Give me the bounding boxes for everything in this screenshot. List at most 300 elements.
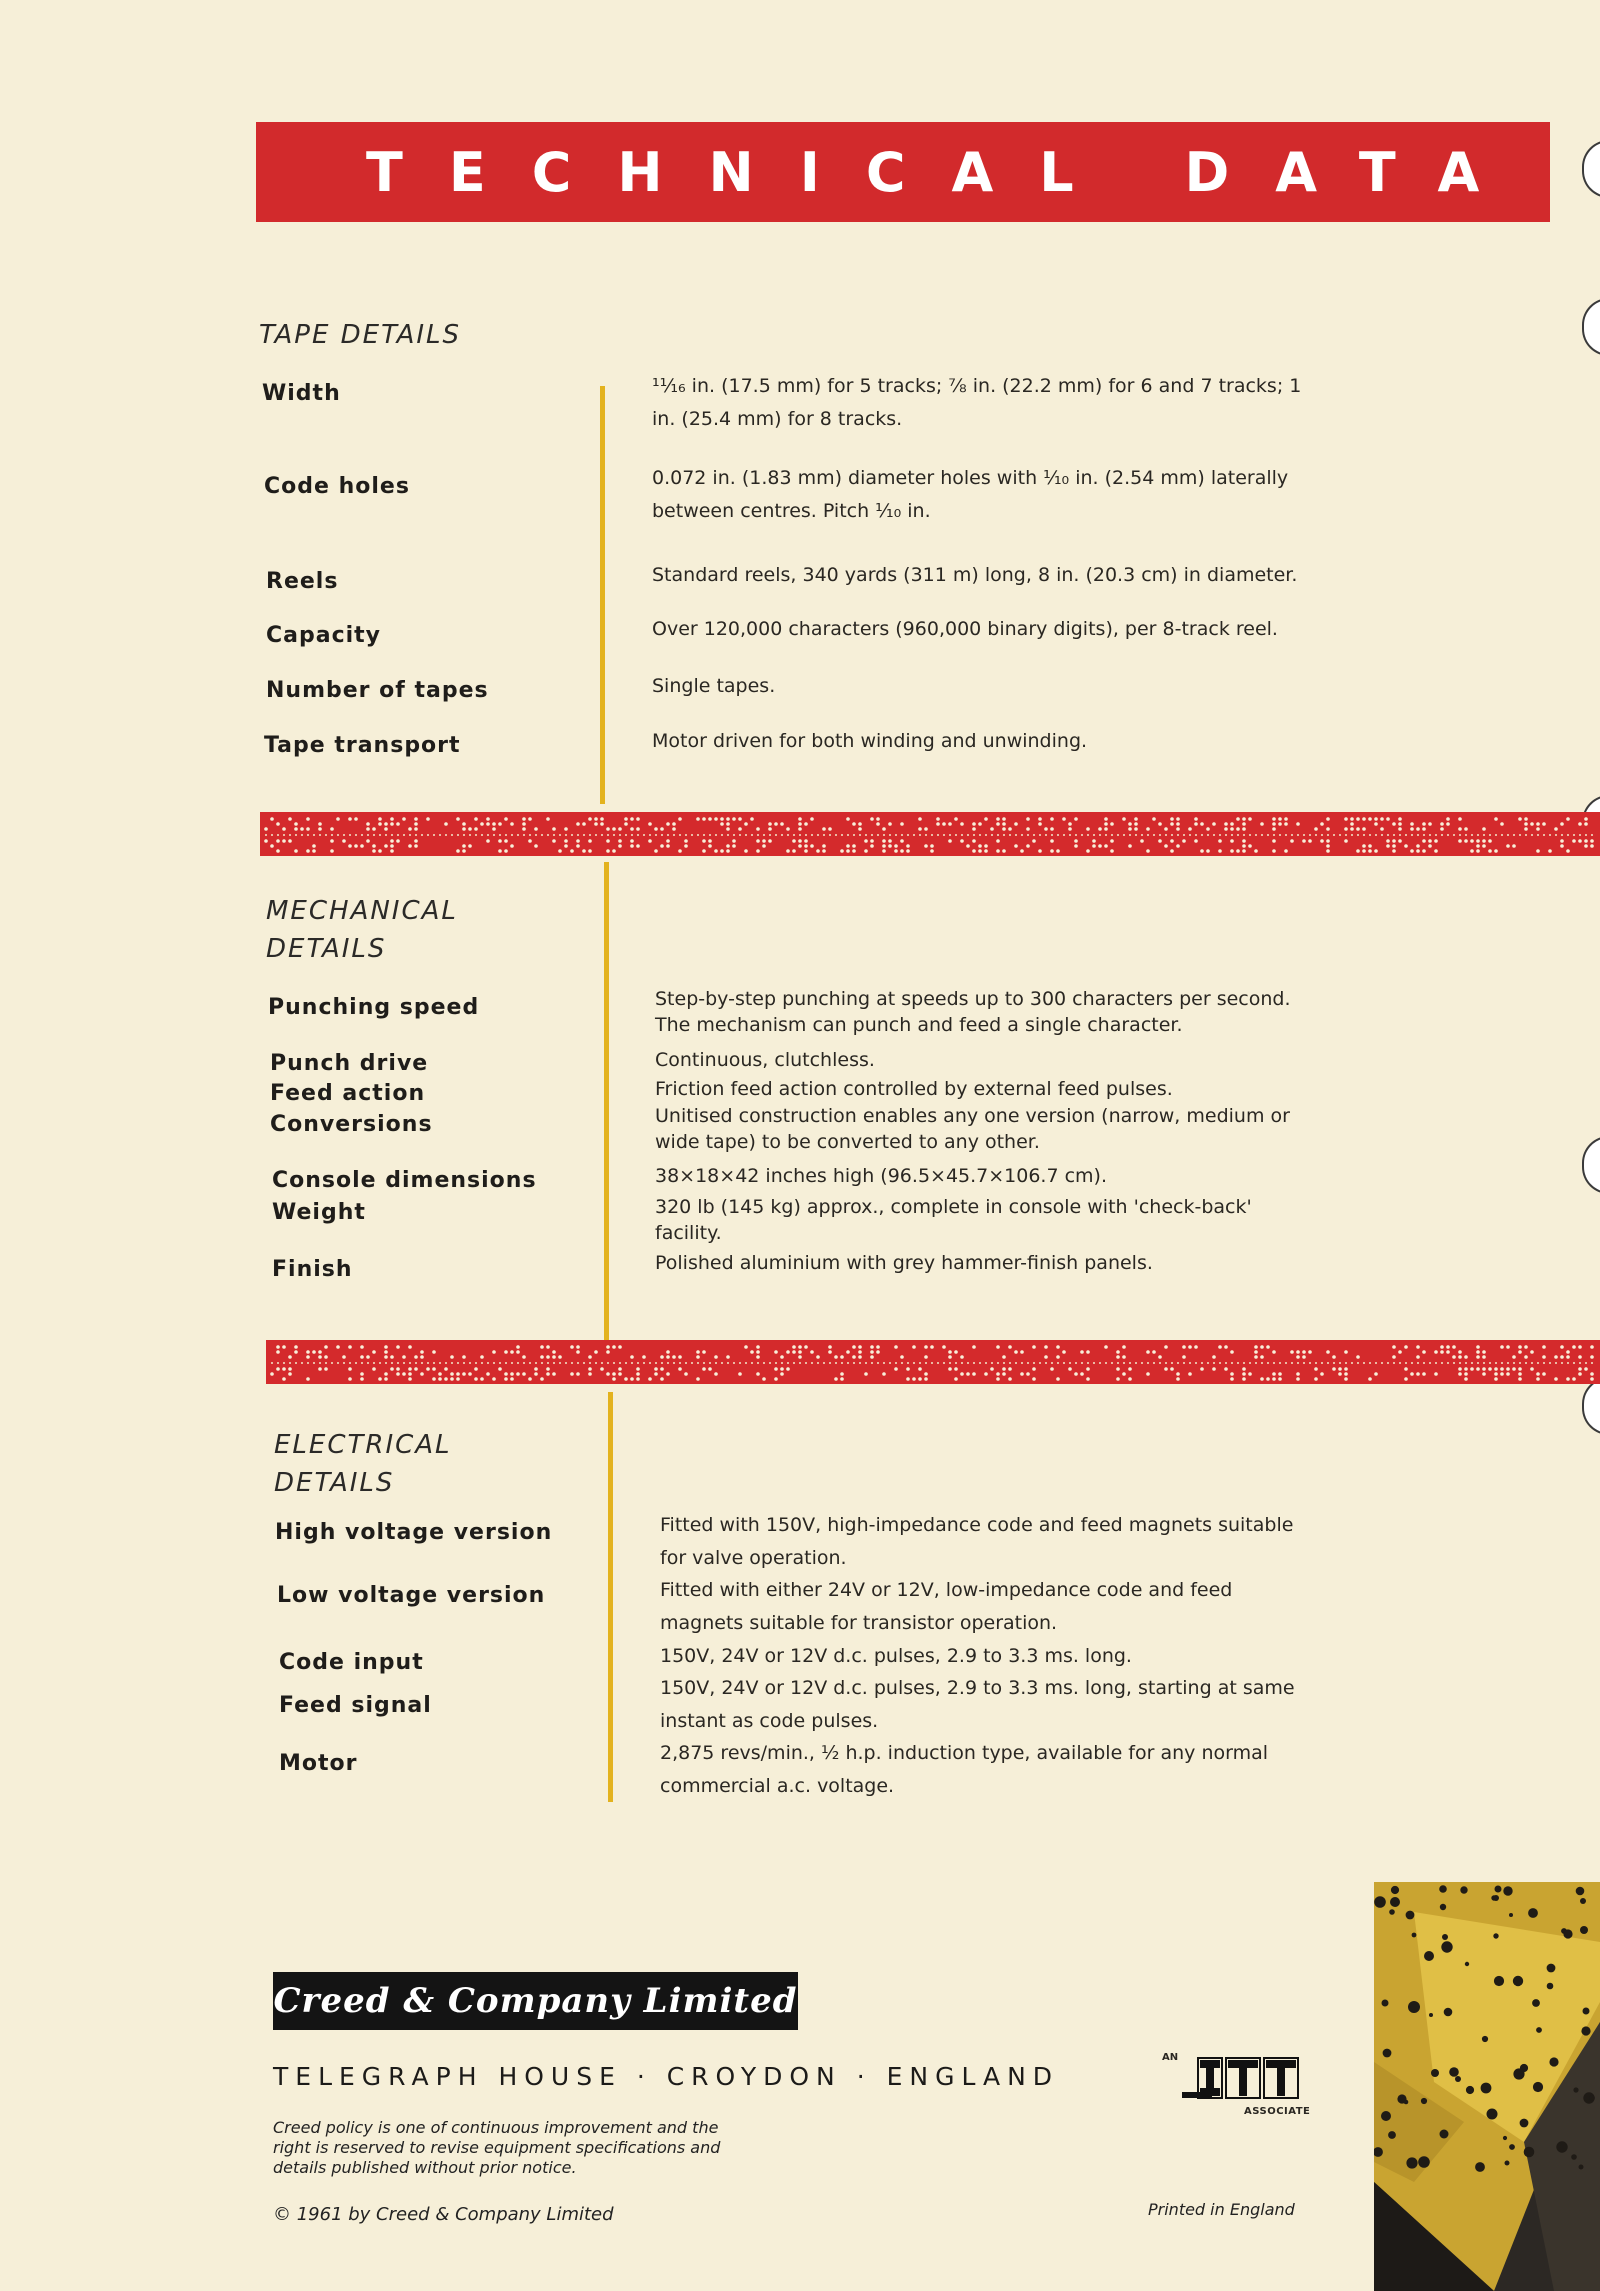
sprocket-hole: [1555, 834, 1557, 836]
code-hole: [1506, 1345, 1510, 1349]
code-hole: [1038, 817, 1042, 821]
code-hole: [876, 1345, 880, 1349]
sprocket-hole: [1393, 834, 1395, 836]
sprocket-hole: [1243, 1362, 1245, 1364]
code-hole: [732, 839, 736, 843]
code-hole: [1182, 839, 1186, 843]
sprocket-hole: [859, 1362, 861, 1364]
code-hole: [1302, 839, 1306, 843]
code-hole: [1002, 822, 1006, 826]
sprocket-hole: [721, 1362, 723, 1364]
code-hole: [1152, 1350, 1156, 1354]
tape-hole: [1533, 2082, 1543, 2092]
code-hole: [390, 1367, 394, 1371]
sprocket-hole: [367, 834, 369, 836]
sprocket-hole: [1333, 834, 1335, 836]
sprocket-hole: [511, 1362, 513, 1364]
sprocket-hole: [427, 1362, 429, 1364]
sprocket-hole: [1573, 834, 1575, 836]
code-hole: [1380, 817, 1384, 821]
sprocket-hole: [1099, 834, 1101, 836]
code-hole: [1494, 1372, 1498, 1376]
tape-hole: [1406, 2157, 1417, 2168]
tape-hole: [1481, 2083, 1492, 2094]
sprocket-hole: [661, 834, 663, 836]
sprocket-hole: [853, 1362, 855, 1364]
code-hole: [282, 839, 286, 843]
code-hole: [1134, 822, 1138, 826]
code-hole: [1002, 827, 1006, 831]
code-hole: [1164, 844, 1168, 848]
code-hole: [636, 1367, 640, 1371]
code-hole: [552, 827, 556, 831]
sprocket-hole: [1369, 1362, 1371, 1364]
code-hole: [1440, 1345, 1444, 1349]
electrical-heading-line1: ELECTRICAL: [274, 1430, 452, 1460]
sprocket-hole: [505, 1362, 507, 1364]
sprocket-hole: [799, 1362, 801, 1364]
code-hole: [312, 849, 316, 853]
code-hole: [528, 1377, 532, 1381]
sprocket-hole: [829, 1362, 831, 1364]
code-hole: [1272, 817, 1276, 821]
code-hole: [654, 827, 658, 831]
code-hole: [444, 1377, 448, 1381]
code-hole: [1446, 817, 1450, 821]
sprocket-hole: [907, 834, 909, 836]
code-hole: [498, 839, 502, 843]
code-hole: [1446, 1345, 1450, 1349]
code-hole: [1260, 1377, 1264, 1381]
sprocket-hole: [1309, 834, 1311, 836]
code-hole: [786, 849, 790, 853]
code-hole: [396, 1367, 400, 1371]
code-hole: [1038, 822, 1042, 826]
sprocket-hole: [379, 1362, 381, 1364]
tape-hole: [1513, 1976, 1523, 1986]
code-hole: [1014, 822, 1018, 826]
code-hole: [858, 827, 862, 831]
code-hole: [606, 1350, 610, 1354]
code-hole: [666, 839, 670, 843]
row-label: Feed action: [270, 1081, 426, 1106]
sprocket-hole: [535, 834, 537, 836]
tape-hole: [1509, 1913, 1513, 1917]
code-hole: [654, 1372, 658, 1376]
code-hole: [474, 827, 478, 831]
code-hole: [1134, 817, 1138, 821]
code-hole: [1188, 827, 1192, 831]
tape-hole: [1442, 1934, 1448, 1940]
code-hole: [1122, 817, 1126, 821]
row-label: Reels: [266, 569, 339, 594]
sprocket-hole: [793, 1362, 795, 1364]
sprocket-hole: [1009, 834, 1011, 836]
sprocket-hole: [835, 834, 837, 836]
code-hole: [510, 1377, 514, 1381]
code-hole: [756, 1355, 760, 1359]
sprocket-hole: [601, 834, 603, 836]
sprocket-hole: [1105, 1362, 1107, 1364]
sprocket-hole: [1057, 1362, 1059, 1364]
sprocket-hole: [661, 1362, 663, 1364]
tape-hole: [1563, 1929, 1572, 1938]
sprocket-hole: [1285, 834, 1287, 836]
sprocket-hole: [727, 1362, 729, 1364]
code-hole: [1404, 1367, 1408, 1371]
sprocket-hole: [1321, 1362, 1323, 1364]
tape-hole: [1383, 2049, 1392, 2058]
code-hole: [1278, 822, 1282, 826]
code-hole: [468, 844, 472, 848]
sprocket-hole: [631, 834, 633, 836]
sprocket-hole: [343, 1362, 345, 1364]
code-hole: [714, 1372, 718, 1376]
code-hole: [1344, 817, 1348, 821]
tape-hole: [1424, 1951, 1434, 1961]
code-hole: [588, 1367, 592, 1371]
sprocket-hole: [325, 834, 327, 836]
code-hole: [786, 1350, 790, 1354]
code-hole: [954, 1377, 958, 1381]
code-hole: [1296, 1355, 1300, 1359]
sprocket-hole: [1261, 1362, 1263, 1364]
code-hole: [384, 1345, 388, 1349]
tape-hole: [1482, 2036, 1488, 2042]
code-hole: [522, 1372, 526, 1376]
code-hole: [276, 822, 280, 826]
code-hole: [870, 1350, 874, 1354]
sprocket-hole: [1255, 1362, 1257, 1364]
code-hole: [408, 844, 412, 848]
code-hole: [348, 1367, 352, 1371]
code-hole: [480, 1355, 484, 1359]
code-hole: [1560, 822, 1564, 826]
code-hole: [702, 849, 706, 853]
code-hole: [1260, 1345, 1264, 1349]
code-hole: [708, 844, 712, 848]
code-hole: [636, 817, 640, 821]
sprocket-hole: [1327, 1362, 1329, 1364]
code-hole: [504, 1377, 508, 1381]
code-hole: [972, 1372, 976, 1376]
code-hole: [468, 827, 472, 831]
code-hole: [318, 1367, 322, 1371]
sprocket-hole: [1363, 834, 1365, 836]
sprocket-hole: [1489, 1362, 1491, 1364]
code-hole: [414, 817, 418, 821]
code-hole: [564, 827, 568, 831]
punched-tape-photo-image: [1374, 1882, 1600, 2291]
sprocket-hole: [631, 1362, 633, 1364]
sprocket-hole: [1375, 834, 1377, 836]
code-hole: [462, 1355, 466, 1359]
code-hole: [996, 1372, 1000, 1376]
code-hole: [1002, 849, 1006, 853]
sprocket-hole: [1423, 834, 1425, 836]
code-hole: [528, 839, 532, 843]
code-hole: [1494, 849, 1498, 853]
code-hole: [468, 1372, 472, 1376]
code-hole: [1260, 822, 1264, 826]
row-value: ¹¹⁄₁₆ in. (17.5 mm) for 5 tracks; ⅞ in. (22.2 mm) for 6 and 7 tracks; 1 in. (25.4 mm) for 8 tracks.: [652, 375, 1302, 430]
code-hole: [936, 817, 940, 821]
code-hole: [1524, 827, 1528, 831]
code-hole: [666, 822, 670, 826]
sprocket-hole: [1465, 834, 1467, 836]
sprocket-hole: [961, 1362, 963, 1364]
sprocket-hole: [991, 1362, 993, 1364]
code-hole: [1428, 844, 1432, 848]
code-hole: [906, 1377, 910, 1381]
code-hole: [1344, 1377, 1348, 1381]
sprocket-hole: [385, 1362, 387, 1364]
sprocket-hole: [1465, 1362, 1467, 1364]
code-hole: [762, 1377, 766, 1381]
code-hole: [432, 1377, 436, 1381]
tape-hole: [1583, 2008, 1590, 2015]
code-hole: [792, 849, 796, 853]
sprocket-hole: [1171, 1362, 1173, 1364]
code-hole: [1500, 1372, 1504, 1376]
sprocket-hole: [535, 1362, 537, 1364]
sprocket-hole: [1183, 834, 1185, 836]
code-hole: [1008, 1345, 1012, 1349]
code-hole: [300, 827, 304, 831]
code-hole: [666, 1372, 670, 1376]
code-hole: [372, 1350, 376, 1354]
binder-hole: [1582, 140, 1600, 198]
sprocket-hole: [1429, 834, 1431, 836]
code-hole: [1092, 844, 1096, 848]
binder-hole: [1582, 1136, 1600, 1194]
sprocket-hole: [1303, 834, 1305, 836]
code-hole: [354, 817, 358, 821]
code-hole: [1482, 1355, 1486, 1359]
code-hole: [270, 817, 274, 821]
code-hole: [1392, 1345, 1396, 1349]
sprocket-hole: [1489, 834, 1491, 836]
code-hole: [714, 1355, 718, 1359]
sprocket-hole: [403, 834, 405, 836]
code-hole: [1458, 1350, 1462, 1354]
code-hole: [900, 822, 904, 826]
sprocket-hole: [373, 834, 375, 836]
code-hole: [342, 1355, 346, 1359]
code-hole: [1140, 839, 1144, 843]
code-hole: [714, 849, 718, 853]
code-hole: [1584, 817, 1588, 821]
tape-hole: [1449, 2067, 1459, 2077]
company-logo: [273, 1972, 798, 2030]
code-hole: [1128, 822, 1132, 826]
code-hole: [1152, 817, 1156, 821]
sprocket-hole: [1093, 1362, 1095, 1364]
code-hole: [366, 1355, 370, 1359]
code-hole: [1206, 849, 1210, 853]
code-hole: [1518, 1350, 1522, 1354]
sprocket-hole: [1273, 834, 1275, 836]
code-hole: [1578, 1355, 1582, 1359]
sprocket-hole: [1561, 1362, 1563, 1364]
sprocket-hole: [1039, 834, 1041, 836]
tape-hole: [1439, 1885, 1447, 1893]
sprocket-hole: [313, 1362, 315, 1364]
code-hole: [726, 827, 730, 831]
code-hole: [1242, 1377, 1246, 1381]
sprocket-hole: [1483, 1362, 1485, 1364]
code-hole: [798, 844, 802, 848]
sprocket-hole: [685, 834, 687, 836]
code-hole: [366, 822, 370, 826]
code-hole: [1572, 839, 1576, 843]
code-hole: [1062, 817, 1066, 821]
sprocket-hole: [841, 1362, 843, 1364]
code-hole: [1176, 844, 1180, 848]
code-hole: [1356, 827, 1360, 831]
sprocket-hole: [1267, 834, 1269, 836]
row-label: Weight: [272, 1200, 366, 1225]
code-hole: [1110, 849, 1114, 853]
code-hole: [1344, 1350, 1348, 1354]
code-hole: [1236, 817, 1240, 821]
code-hole: [1032, 1345, 1036, 1349]
sprocket-hole: [979, 1362, 981, 1364]
code-hole: [1386, 839, 1390, 843]
code-hole: [318, 1350, 322, 1354]
code-hole: [1104, 822, 1108, 826]
code-hole: [1266, 1345, 1270, 1349]
code-hole: [1296, 822, 1300, 826]
code-hole: [294, 827, 298, 831]
code-hole: [1470, 849, 1474, 853]
code-hole: [984, 1372, 988, 1376]
code-hole: [1170, 849, 1174, 853]
sprocket-hole: [1105, 834, 1107, 836]
code-hole: [414, 839, 418, 843]
sprocket-hole: [1165, 1362, 1167, 1364]
sprocket-hole: [1141, 834, 1143, 836]
sprocket-hole: [445, 1362, 447, 1364]
code-hole: [1446, 822, 1450, 826]
code-hole: [1242, 1372, 1246, 1376]
code-hole: [1278, 1372, 1282, 1376]
code-hole: [702, 1367, 706, 1371]
code-hole: [852, 1355, 856, 1359]
code-hole: [1068, 1367, 1072, 1371]
code-hole: [624, 1377, 628, 1381]
sprocket-hole: [799, 834, 801, 836]
sprocket-hole: [925, 834, 927, 836]
code-hole: [918, 1367, 922, 1371]
code-hole: [432, 1350, 436, 1354]
sprocket-hole: [1429, 1362, 1431, 1364]
code-hole: [744, 1345, 748, 1349]
code-hole: [390, 839, 394, 843]
code-hole: [312, 844, 316, 848]
code-hole: [282, 827, 286, 831]
code-hole: [1422, 827, 1426, 831]
code-hole: [288, 817, 292, 821]
code-hole: [840, 849, 844, 853]
sprocket-hole: [1459, 834, 1461, 836]
code-hole: [900, 1355, 904, 1359]
sprocket-hole: [601, 1362, 603, 1364]
sprocket-hole: [439, 834, 441, 836]
sprocket-hole: [1093, 834, 1095, 836]
code-hole: [318, 822, 322, 826]
code-hole: [972, 822, 976, 826]
code-hole: [1068, 822, 1072, 826]
code-hole: [882, 839, 886, 843]
code-hole: [366, 839, 370, 843]
code-hole: [606, 849, 610, 853]
sprocket-hole: [433, 1362, 435, 1364]
code-hole: [1308, 1350, 1312, 1354]
sprocket-hole: [421, 834, 423, 836]
code-hole: [348, 1377, 352, 1381]
code-hole: [1284, 817, 1288, 821]
tape-details-heading: TAPE DETAILS: [259, 320, 462, 350]
code-hole: [1242, 822, 1246, 826]
code-hole: [1434, 849, 1438, 853]
sprocket-hole: [643, 1362, 645, 1364]
sprocket-hole: [1231, 1362, 1233, 1364]
code-hole: [1212, 1355, 1216, 1359]
sprocket-hole: [1591, 834, 1593, 836]
tape-hole: [1524, 2147, 1535, 2158]
code-hole: [1260, 1355, 1264, 1359]
code-hole: [1248, 844, 1252, 848]
code-hole: [288, 839, 292, 843]
code-hole: [1464, 1372, 1468, 1376]
code-hole: [708, 839, 712, 843]
code-hole: [1176, 817, 1180, 821]
code-hole: [1038, 849, 1042, 853]
sprocket-hole: [715, 1362, 717, 1364]
code-hole: [504, 817, 508, 821]
sprocket-hole: [385, 834, 387, 836]
sprocket-hole: [331, 834, 333, 836]
code-hole: [1344, 1372, 1348, 1376]
code-hole: [618, 844, 622, 848]
sprocket-hole: [865, 834, 867, 836]
sprocket-hole: [1579, 834, 1581, 836]
code-hole: [288, 1355, 292, 1359]
sprocket-hole: [769, 1362, 771, 1364]
code-hole: [1404, 844, 1408, 848]
code-hole: [1338, 1367, 1342, 1371]
sprocket-hole: [691, 834, 693, 836]
sprocket-hole: [679, 1362, 681, 1364]
code-hole: [1092, 839, 1096, 843]
sprocket-hole: [1231, 834, 1233, 836]
sprocket-hole: [1201, 1362, 1203, 1364]
sprocket-hole: [1543, 834, 1545, 836]
code-hole: [306, 827, 310, 831]
sprocket-hole: [901, 1362, 903, 1364]
sprocket-hole: [649, 834, 651, 836]
sprocket-hole: [1309, 1362, 1311, 1364]
sprocket-hole: [1177, 834, 1179, 836]
code-hole: [918, 817, 922, 821]
row-label: Feed signal: [279, 1693, 432, 1718]
code-hole: [390, 844, 394, 848]
sprocket-hole: [1327, 834, 1329, 836]
code-hole: [414, 822, 418, 826]
code-hole: [498, 1367, 502, 1371]
code-hole: [1476, 1367, 1480, 1371]
